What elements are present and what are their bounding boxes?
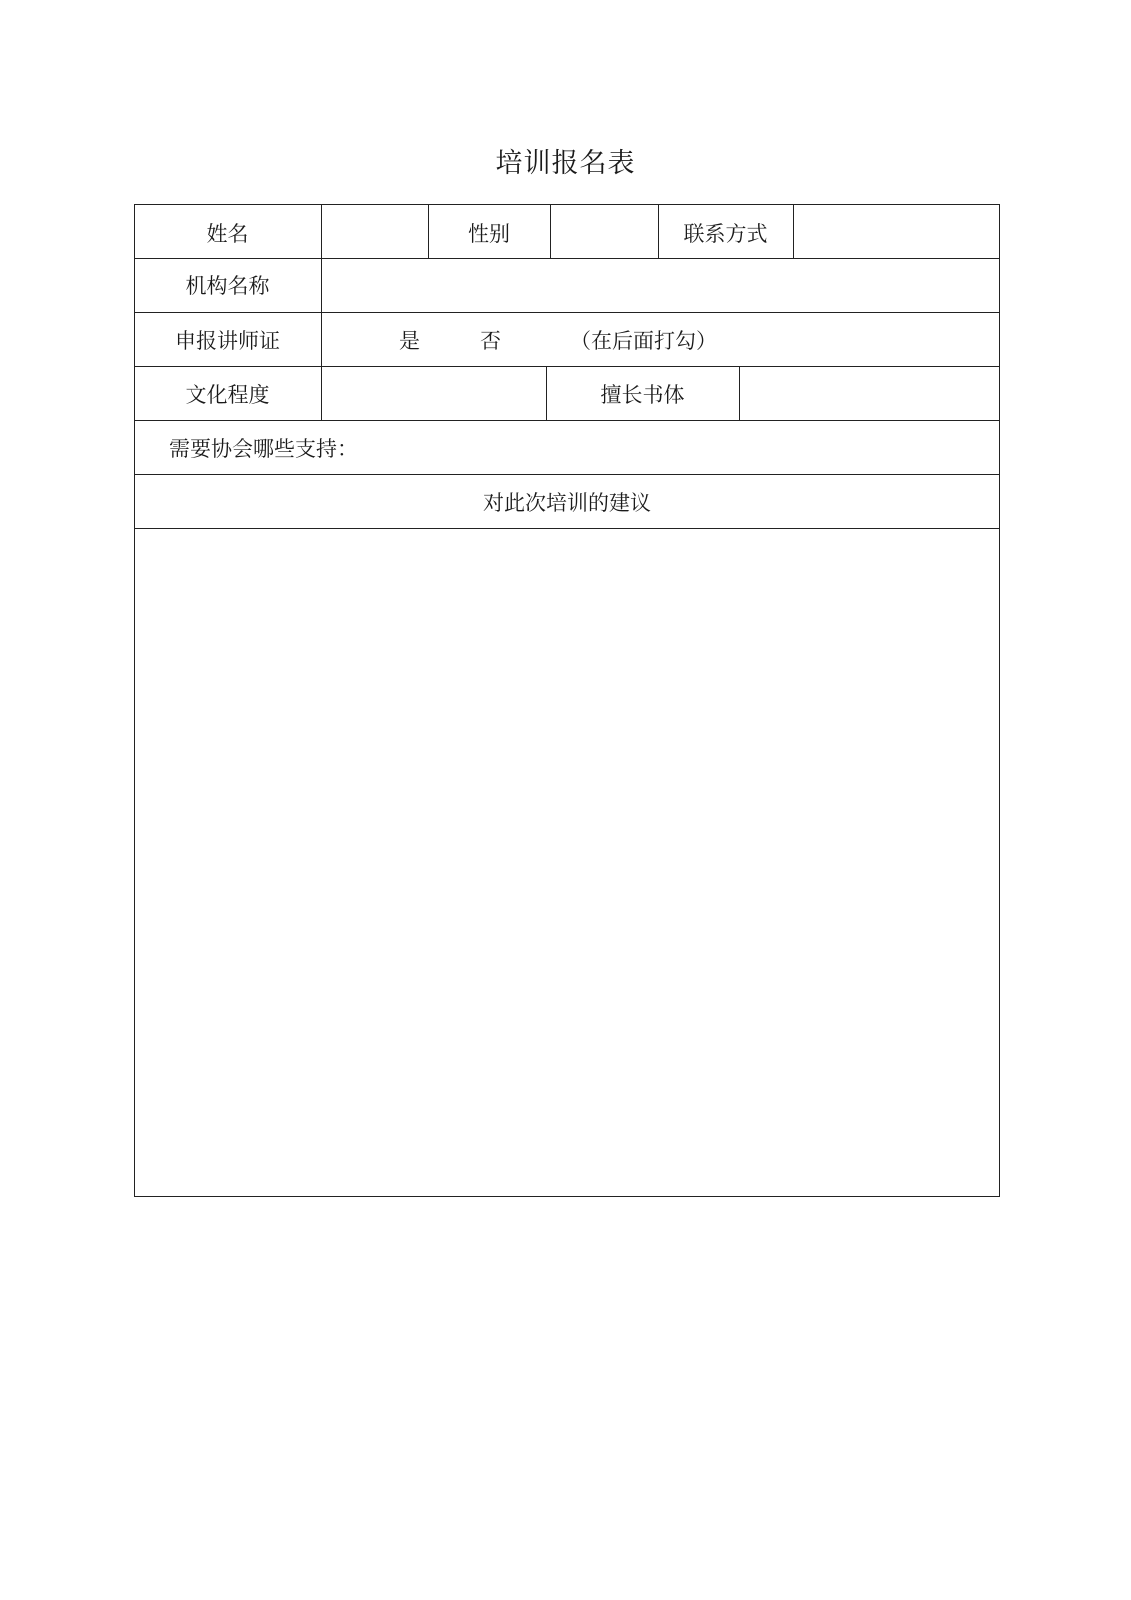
education-value-cell[interactable] <box>322 367 546 420</box>
row-divider <box>134 474 1000 475</box>
table-border-bottom <box>134 1196 1000 1197</box>
cert-no-option[interactable]: 否 <box>480 329 501 353</box>
row-divider <box>134 420 1000 421</box>
org-label: 机构名称 <box>185 274 270 298</box>
gender-value-cell[interactable] <box>551 205 658 258</box>
table-border-right <box>999 204 1000 1197</box>
org-value-cell[interactable] <box>322 259 999 312</box>
gender-label: 性别 <box>468 222 510 246</box>
contact-label: 联系方式 <box>683 222 768 246</box>
name-value-cell[interactable] <box>322 205 428 258</box>
contact-value-cell[interactable] <box>794 205 999 258</box>
suggestion-value-area[interactable] <box>135 529 999 1196</box>
cert-label: 申报讲师证 <box>175 329 280 353</box>
row-divider <box>134 312 1000 313</box>
education-label: 文化程度 <box>185 383 270 407</box>
cert-note: （在后面打勾） <box>570 329 717 353</box>
page-title: 培训报名表 <box>495 148 636 179</box>
calligraphy-label: 擅长书体 <box>600 383 685 407</box>
cert-yes-option[interactable]: 是 <box>399 329 420 353</box>
suggestion-label: 对此次培训的建议 <box>483 491 651 515</box>
support-label: 需要协会哪些支持： <box>169 437 358 461</box>
calligraphy-value-cell[interactable] <box>740 367 999 420</box>
name-label: 姓名 <box>206 222 249 246</box>
